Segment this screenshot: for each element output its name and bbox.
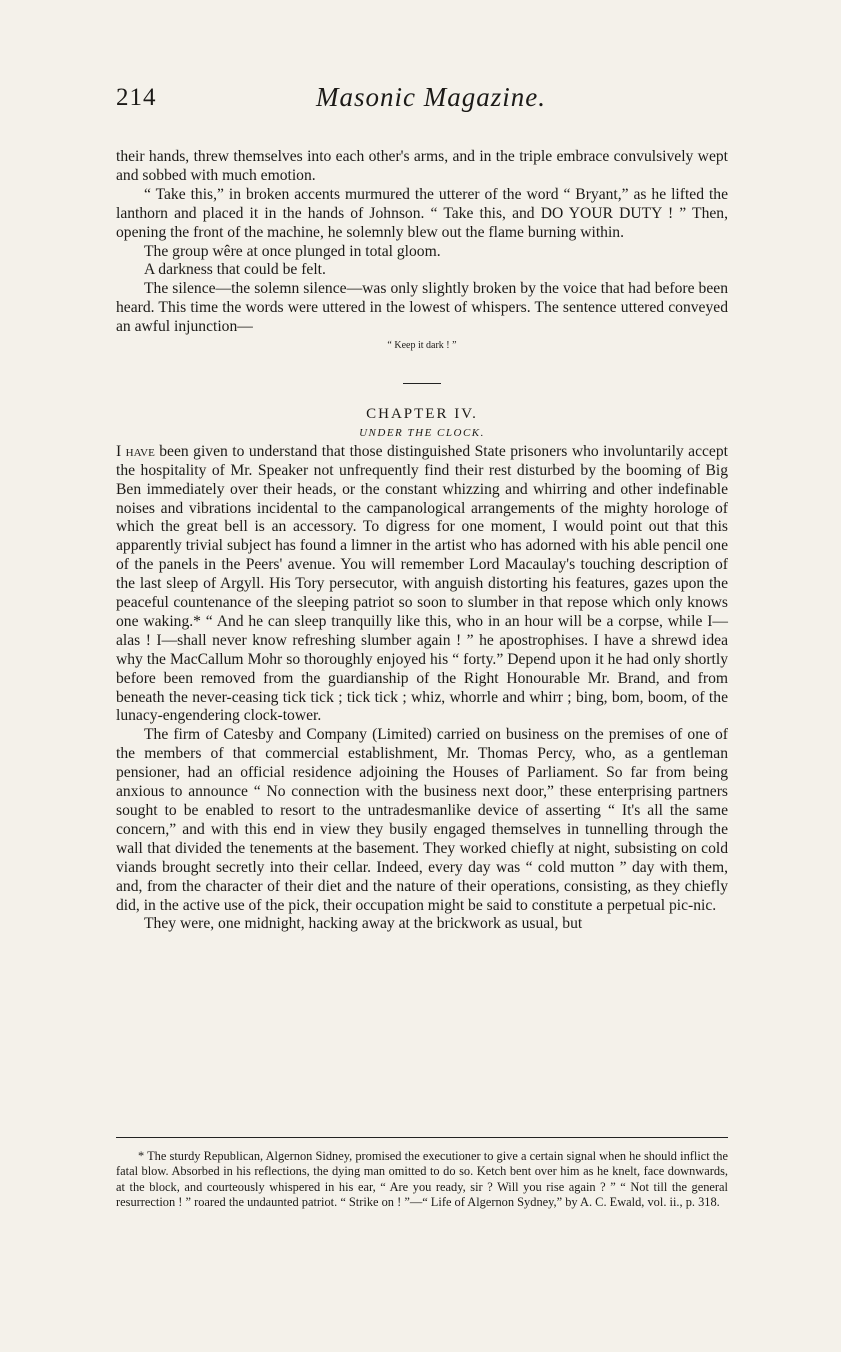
paragraph: A darkness that could be felt. [144, 261, 326, 279]
paragraph-text: been given to understand that those distinguished State prisoners who involuntarily accept the hospitality of Mr. Speaker not unfrequently find their rest disturbed by the booming of Big Ben immediately over their heads, or the constant whizzing and whirring and other indefinable noises and vibrations incidental to the campanological arrangements of the mighty horologe of which the great bell is an accessory. To digress for one moment, I would point out that this apparently trivial subject has found a limner in the artist who has adorned with his able pencil one of the panels in the Peers' avenue. You will remember Lord Macaulay's touching description of the last sleep of Argyll. His Tory persecutor, with anguish distorting his features, gazes upon the peaceful countenance of the sleeping patriot so soon to slumber in that repose which only knows one waking.* “ And he can sleep tranquilly like this, who in an hour will be a corpse, while I—alas ! I—shall never know refreshing slumber again ! ” he apostrophises. I have a shrewd idea why the MacCallum Mohr so thoroughly enjoyed his “ forty.” Depend upon it he had only shortly before been removed from the guardianship of the Right Honourable Mr. Brand, and from beneath the never-ceasing tick tick ; tick tick ; whiz, whorrle and whirr ; bing, bom, boom, of the lunacy-engendering clock-tower. [116, 442, 728, 725]
section-divider [403, 383, 441, 384]
running-title: Masonic Magazine. [316, 82, 546, 112]
whispered-quote: “ Keep it dark ! ” [387, 340, 457, 352]
paragraph: They were, one midnight, hacking away at the brickwork as usual, but [144, 915, 583, 933]
chapter-opening-words: I have [116, 442, 155, 460]
chapter-subtitle: UNDER THE CLOCK. [359, 426, 485, 439]
paragraph: The silence—the solemn silence—was only slightly broken by the voice that had before been heard. This time the words were uttered in the lowest of whispers. The sentence uttered conveyed an awful injunction— [116, 280, 728, 336]
paragraph: “ Take this,” in broken accents murmured the utterer of the word “ Bryant,” as he lifted the lanthorn and placed it in the hands of Johnson. “ Take this, and DO YOUR DUTY ! ” Then, opening the front of the machine, he solemnly blew out the flame burning within. [116, 185, 728, 241]
article-body [116, 148, 728, 934]
footnote-divider [116, 1137, 728, 1138]
paragraph: The firm of Catesby and Company (Limited) carried on business on the premises of one of the members of that commercial establishment, Mr. Thomas Percy, who, as a gentleman pensioner, had an official residence adjoining the Houses of Parliament. So far from being anxious to announce “ No connection with the business next door,” these enterprising partners sought to be enabled to resort to the untradesmanlike device of asserting “ It's all the same concern,” and with this end in view they busily engaged themselves in tunnelling through the wall that divided the tenements at the basement. They worked chiefly at night, subsisting on cold viands brought secretly into their cellar. Indeed, every day was “ cold mutton ” day with them, and, from the character of their diet and the nature of their operations, consisting, as they chiefly did, in the active use of the pick, their occupation might be said to constitute a perpetual pic-nic. [116, 726, 728, 914]
paragraph [116, 443, 728, 727]
footnote-text: * The sturdy Republican, Algernon Sidney, promised the executioner to give a certain signal when he should inflict the fatal blow. Absorbed in his reflections, the dying man omitted to do so. Ketch bent over him as he knelt, face downwards, at the block, and courteously whispered in his ear, “ Are you ready, sir ? Will you rise again ? ” “ Not till the general resurrection ! ” roared the undaunted patriot. “ Strike on ! ”—“ Life of Algernon Sydney,” by A. C. Ewald, vol. ii., p. 318. [116, 1149, 728, 1210]
footnote [116, 1149, 728, 1211]
page-number: 214 [116, 84, 157, 111]
chapter-title: CHAPTER IV. [366, 405, 478, 422]
page-header [116, 84, 728, 124]
paragraph: their hands, threw themselves into each other's arms, and in the triple embrace convulsively wept and sobbed with much emotion. [116, 148, 728, 184]
paragraph: The group wêre at once plunged in total gloom. [144, 242, 441, 260]
